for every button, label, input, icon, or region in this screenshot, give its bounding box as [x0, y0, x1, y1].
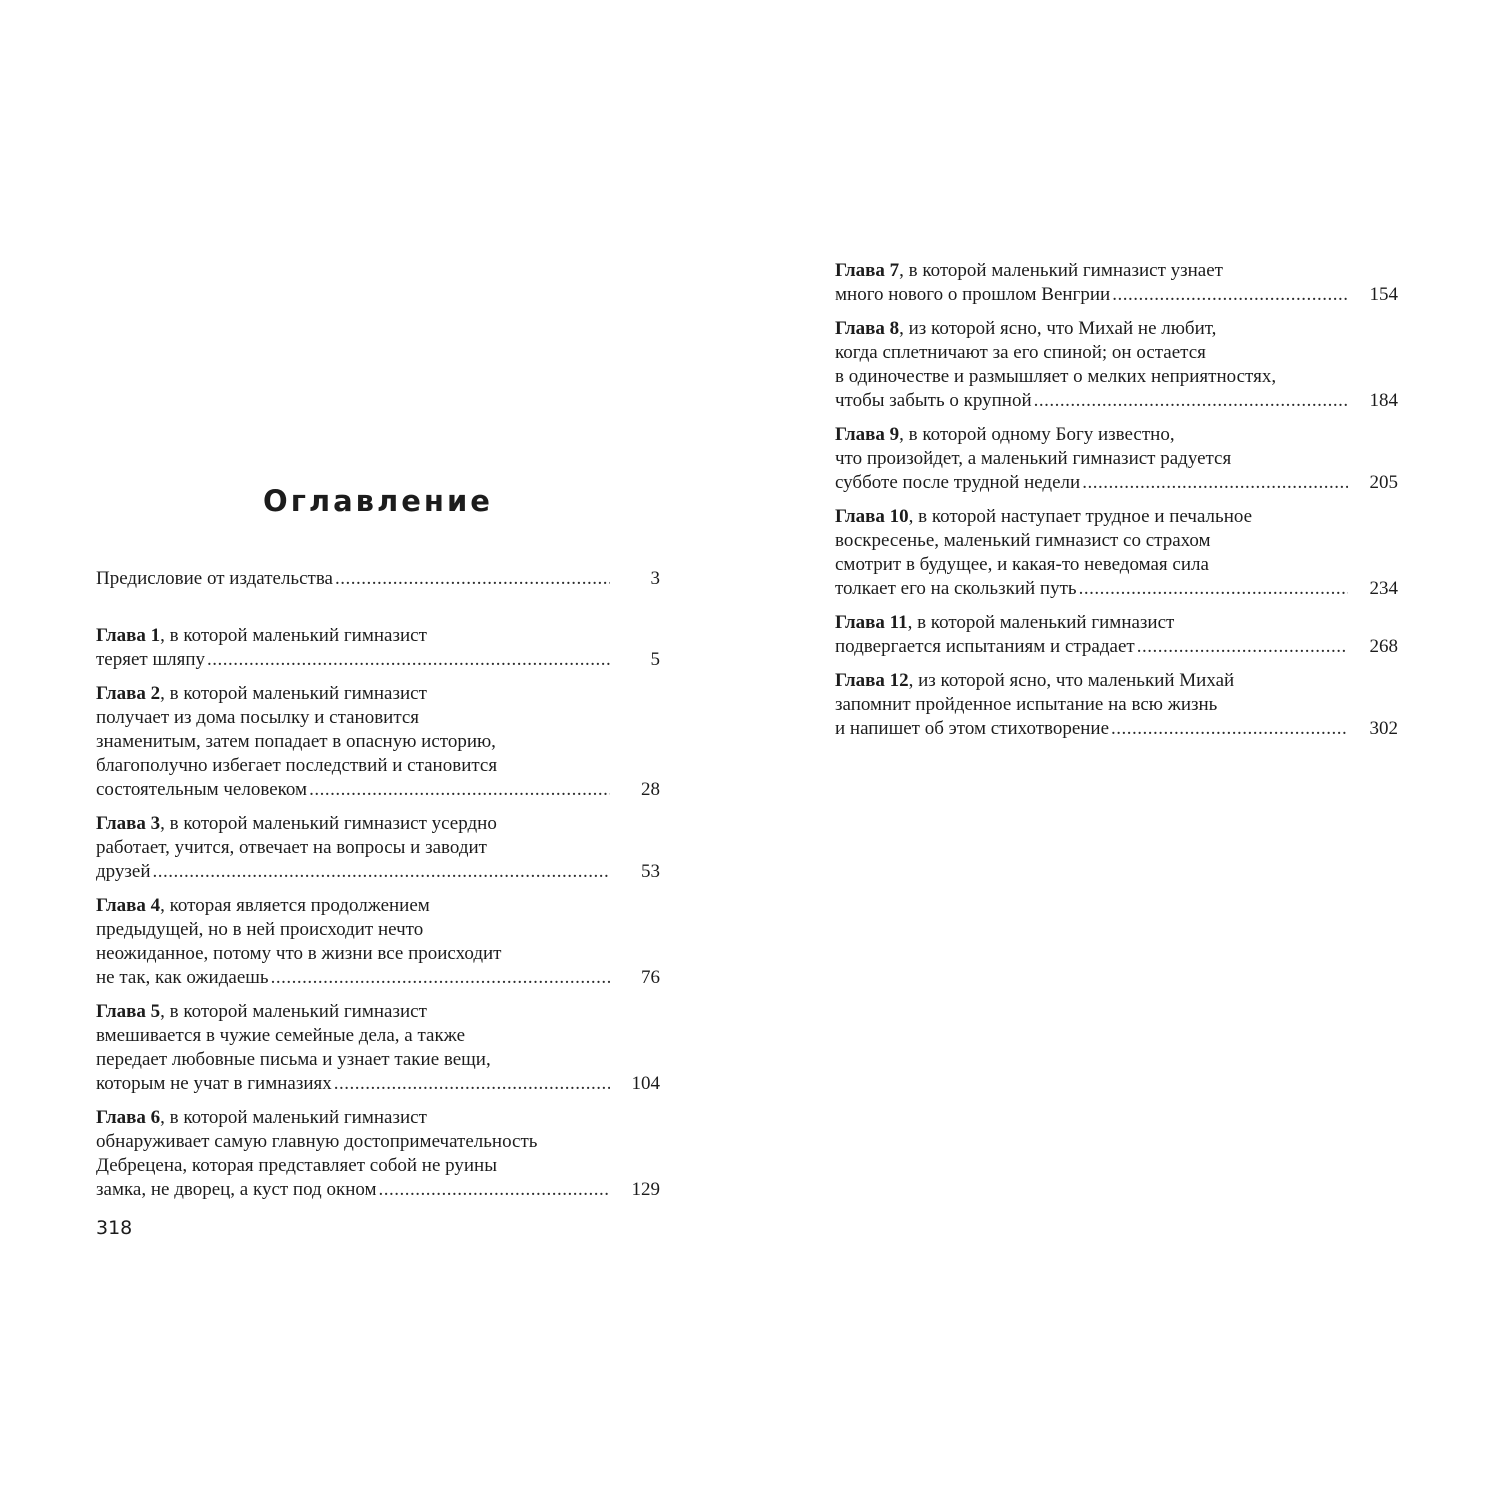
toc-entry-last-line: [835, 717, 1398, 741]
toc-entry[interactable]: [96, 1106, 660, 1202]
toc-entry-text: которым не учат в гимназиях: [96, 1073, 332, 1094]
toc-entry-text: получает из дома посылку и становится: [96, 707, 420, 728]
toc-entry-text: запомнит пройденное испытание на всю жизнь: [835, 694, 1218, 715]
toc-page-number: 205: [1369, 472, 1398, 493]
chapter-description: , из которой ясно, что Михай не любит,: [899, 318, 1217, 339]
toc-entry[interactable]: [835, 259, 1398, 307]
dot-leader: [271, 966, 610, 990]
chapter-label: Глава 5: [96, 1001, 161, 1022]
toc-entry-text: предыдущей, но в ней происходит нечто: [96, 919, 424, 940]
toc-entry-text: неожиданное, потому что в жизни все происходит: [96, 943, 502, 964]
chapter-label: Глава 4: [96, 895, 161, 916]
toc-page-number: 53: [641, 861, 660, 882]
toc-page-number: 104: [631, 1073, 660, 1094]
chapter-label: Глава 6: [96, 1107, 161, 1128]
toc-entry[interactable]: [835, 505, 1398, 601]
toc-entry-last-line: [96, 1178, 660, 1202]
chapter-description: , в которой одному Богу известно,: [899, 424, 1175, 445]
toc-entry-heading: [96, 682, 660, 706]
toc-entry-text: смотрит в будущее, и какая-то неведомая сила: [835, 554, 1209, 575]
toc-entry-last-line: [96, 567, 660, 591]
toc-entry-text: не так, как ожидаешь: [96, 967, 269, 988]
chapter-label: Глава 3: [96, 813, 161, 834]
dot-leader: [1082, 471, 1348, 495]
toc-page-number: 3: [650, 568, 660, 589]
toc-entry-heading: [96, 894, 660, 918]
toc-left-column: [96, 567, 660, 1212]
toc-entry-text: субботе после трудной недели: [835, 472, 1081, 493]
toc-entry-text: Дебрецена, которая представляет собой не руины: [96, 1155, 497, 1176]
toc-page-number: 154: [1369, 284, 1398, 305]
toc-page-number: 5: [650, 649, 660, 670]
chapter-description: , в которой маленький гимназист: [160, 625, 427, 646]
toc-entry-text: толкает его на скользкий путь: [835, 578, 1077, 599]
toc-entry[interactable]: [96, 812, 660, 884]
toc-entry[interactable]: [835, 423, 1398, 495]
dot-leader: [309, 778, 610, 802]
toc-entry-last-line: [96, 860, 660, 884]
toc-page-number: 129: [631, 1179, 660, 1200]
chapter-description: , в которой маленький гимназист: [160, 1107, 427, 1128]
dot-leader: [1079, 577, 1348, 601]
toc-entry-heading: [835, 505, 1398, 529]
toc-entry-last-line: [835, 471, 1398, 495]
dot-leader: [1034, 389, 1348, 413]
dot-leader: [1112, 283, 1348, 307]
toc-page-number: 234: [1369, 578, 1398, 599]
chapter-description: , в которой маленький гимназист: [907, 612, 1175, 633]
toc-entry-text: замка, не дворец, а куст под окном: [96, 1179, 377, 1200]
dot-leader: [379, 1178, 610, 1202]
chapter-description: , в которой маленький гимназист узнает: [899, 260, 1223, 281]
toc-entry-heading: [835, 423, 1398, 447]
toc-entry[interactable]: [96, 567, 660, 591]
toc-entry-text: благополучно избегает последствий и становится: [96, 755, 498, 776]
chapter-label: Глава 9: [835, 424, 900, 445]
dot-leader: [1111, 717, 1348, 741]
dot-leader: [207, 648, 610, 672]
toc-entry-text: чтобы забыть о крупной: [835, 390, 1032, 411]
toc-entry-text: подвергается испытаниям и страдает: [835, 636, 1135, 657]
toc-entry-last-line: [835, 577, 1398, 601]
toc-entry-text: работает, учится, отвечает на вопросы и заводит: [96, 837, 487, 858]
toc-entry-text: обнаруживает самую главную достопримечательность: [96, 1131, 538, 1152]
chapter-label: Глава 1: [96, 625, 161, 646]
toc-entry[interactable]: [96, 1000, 660, 1096]
dot-leader: [334, 1072, 610, 1096]
chapter-label: Глава 2: [96, 683, 161, 704]
toc-entry-heading: [835, 611, 1398, 635]
toc-entry[interactable]: [96, 682, 660, 802]
toc-entry-heading: [835, 317, 1398, 341]
toc-entry-text: состоятельным человеком: [96, 779, 308, 800]
toc-entry-last-line: [835, 389, 1398, 413]
chapter-description: , в которой маленький гимназист усердно: [160, 813, 497, 834]
toc-entry-heading: [96, 624, 660, 648]
toc-entry-text: что произойдет, а маленький гимназист радуется: [835, 448, 1232, 469]
toc-page-number: 28: [641, 779, 660, 800]
toc-entry-text: теряет шляпу: [96, 649, 205, 670]
chapter-label: Глава 11: [835, 612, 908, 633]
chapter-label: Глава 7: [835, 260, 900, 281]
toc-entry-heading: [835, 259, 1398, 283]
toc-entry-text: и напишет об этом стихотворение: [835, 718, 1110, 739]
toc-entry-text: когда сплетничают за его спиной; он остается: [835, 342, 1206, 363]
toc-page-number: 184: [1369, 390, 1398, 411]
toc-entry-last-line: [96, 778, 660, 802]
toc-entry-heading: [96, 1106, 660, 1130]
page-number: 318: [96, 1217, 133, 1239]
toc-entry[interactable]: [96, 624, 660, 672]
toc-entry-text: знаменитым, затем попадает в опасную историю,: [96, 731, 496, 752]
toc-entry-last-line: [96, 648, 660, 672]
toc-entry-text: воскресенье, маленький гимназист со страхом: [835, 530, 1211, 551]
dot-leader: [335, 567, 610, 591]
chapter-label: Глава 8: [835, 318, 900, 339]
toc-entry[interactable]: [835, 317, 1398, 413]
toc-entry[interactable]: [835, 611, 1398, 659]
toc-entry-last-line: [835, 635, 1398, 659]
toc-entry-heading: [96, 1000, 660, 1024]
toc-entry-text: передает любовные письма и узнает такие вещи,: [96, 1049, 491, 1070]
toc-entry[interactable]: [835, 669, 1398, 741]
dot-leader: [153, 860, 610, 884]
toc-page-number: 302: [1369, 718, 1398, 739]
toc-right-column: [835, 259, 1398, 751]
toc-entry-last-line: [96, 966, 660, 990]
toc-entry-text: Предисловие от издательства: [96, 568, 333, 589]
toc-entry-text: много нового о прошлом Венгрии: [835, 284, 1111, 305]
chapter-description: , в которой маленький гимназист: [160, 1001, 427, 1022]
page-title: Оглавление: [263, 484, 493, 518]
chapter-description: , из которой ясно, что маленький Михай: [908, 670, 1235, 691]
toc-page-number: 268: [1369, 636, 1398, 657]
toc-page-number: 76: [641, 967, 660, 988]
toc-entry-heading: [835, 669, 1398, 693]
chapter-label: Глава 12: [835, 670, 909, 691]
toc-entry-last-line: [835, 283, 1398, 307]
toc-entry-text: в одиночестве и размышляет о мелких неприятностях,: [835, 366, 1277, 387]
toc-entry-text: вмешивается в чужие семейные дела, а также: [96, 1025, 465, 1046]
chapter-description: , которая является продолжением: [160, 895, 430, 916]
toc-entry[interactable]: [96, 894, 660, 990]
toc-entry-text: друзей: [96, 861, 151, 882]
chapter-description: , в которой наступает трудное и печальное: [908, 506, 1253, 527]
chapter-description: , в которой маленький гимназист: [160, 683, 427, 704]
chapter-label: Глава 10: [835, 506, 909, 527]
dot-leader: [1137, 635, 1348, 659]
toc-entry-last-line: [96, 1072, 660, 1096]
toc-entry-heading: [96, 812, 660, 836]
